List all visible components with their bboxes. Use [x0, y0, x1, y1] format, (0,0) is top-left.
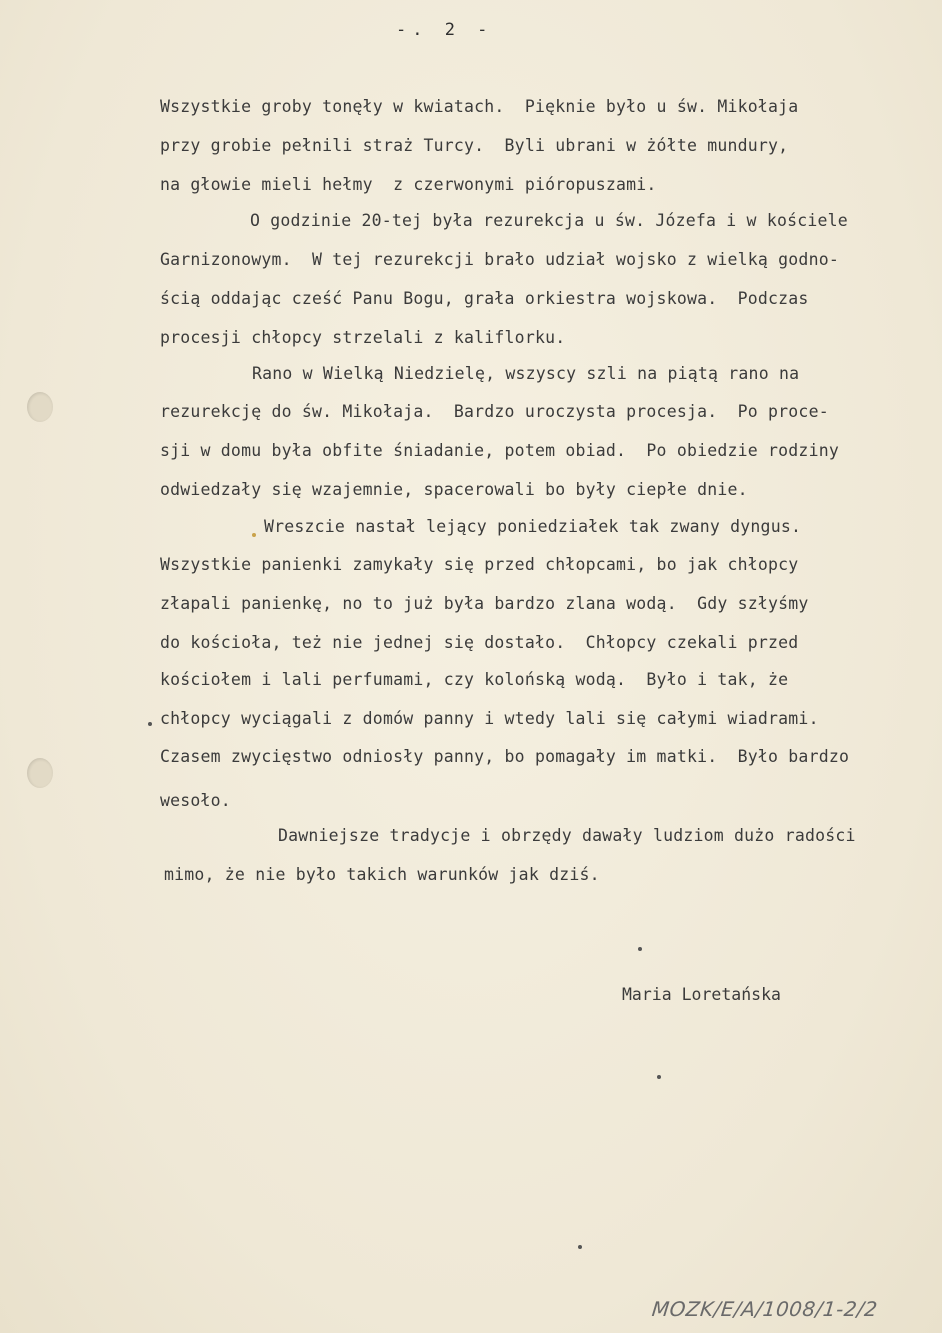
text-line: Dawniejsze tradycje i obrzędy dawały ludziom dużo radości	[278, 826, 856, 845]
text-line: sji w domu była obfite śniadanie, potem obiad. Po obiedzie rodziny	[160, 441, 839, 460]
text-line: Wszystkie groby tonęły w kwiatach. Pięknie było u św. Mikołaja	[160, 97, 799, 116]
ink-speck	[148, 722, 152, 726]
text-line: ścią oddając cześć Panu Bogu, grała orkiestra wojskowa. Podczas	[160, 289, 809, 308]
text-line: Wreszcie nastał lejący poniedziałek tak zwany dyngus.	[264, 517, 802, 536]
text-line: O godzinie 20-tej była rezurekcja u św. Józefa i w kościele	[250, 211, 848, 230]
text-line: chłopcy wyciągali z domów panny i wtedy lali się całymi wiadrami.	[160, 709, 819, 728]
text-line: złapali panienkę, no to już była bardzo zlana wodą. Gdy szłyśmy	[160, 594, 809, 613]
text-line: Wszystkie panienki zamykały się przed chłopcami, bo jak chłopcy	[160, 555, 799, 574]
punch-hole-top	[27, 392, 53, 422]
archive-reference: MOZK/E/A/1008/1-2/2	[650, 1297, 879, 1321]
text-line: mimo, że nie było takich warunków jak dziś.	[164, 865, 600, 884]
text-line: przy grobie pełnili straż Turcy. Byli ubrani w żółte mundury,	[160, 136, 789, 155]
ink-speck	[252, 533, 256, 537]
ink-speck	[657, 1075, 661, 1079]
text-line: Rano w Wielką Niedzielę, wszyscy szli na piątą rano na	[252, 364, 800, 383]
text-line: do kościoła, też nie jednej się dostało. Chłopcy czekali przed	[160, 633, 799, 652]
text-line: wesoło.	[160, 791, 231, 810]
ink-speck	[578, 1245, 582, 1249]
text-line: procesji chłopcy strzelali z kaliflorku.	[160, 328, 566, 347]
ink-speck	[638, 947, 642, 951]
text-line: Garnizonowym. W tej rezurekcji brało udział wojsko z wielką godno-	[160, 250, 839, 269]
signature-name: Maria Loretańska	[622, 985, 781, 1004]
text-line: kościołem i lali perfumami, czy kolońską wodą. Było i tak, że	[160, 670, 789, 689]
punch-hole-bottom	[27, 758, 53, 788]
text-line: rezurekcję do św. Mikołaja. Bardzo uroczysta procesja. Po proce-	[160, 402, 829, 421]
text-line: Czasem zwycięstwo odniosły panny, bo pomagały im matki. Było bardzo	[160, 747, 850, 766]
text-line: odwiedzały się wzajemnie, spacerowali bo były ciepłe dnie.	[160, 480, 748, 499]
text-line: na głowie mieli hełmy z czerwonymi pióropuszami.	[160, 175, 657, 194]
page-number: -. 2 -	[396, 20, 494, 40]
